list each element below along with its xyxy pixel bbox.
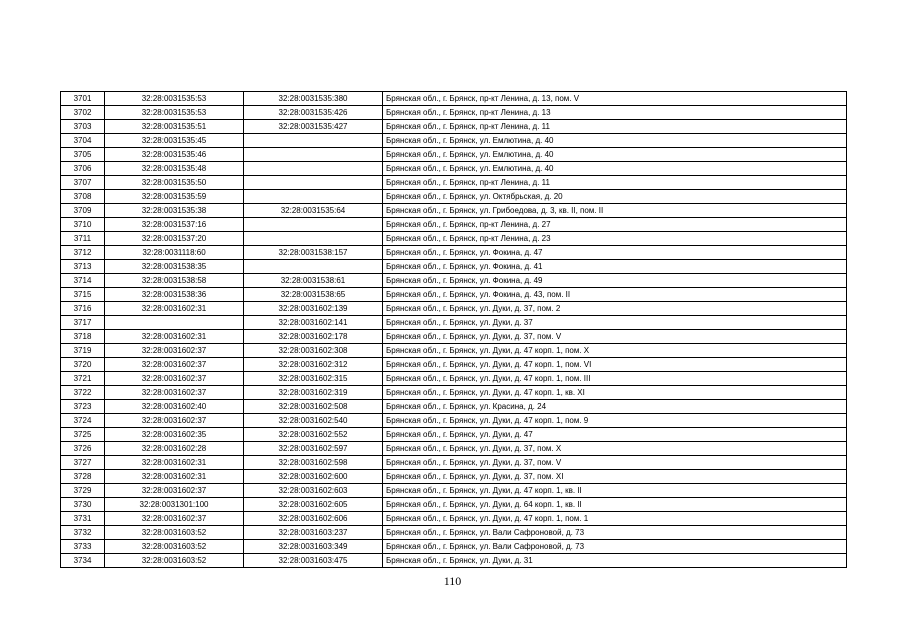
table-body	[61, 92, 847, 568]
parcel-cadastral-cell: 32:28:0031602:31	[105, 302, 244, 316]
table-row	[61, 288, 847, 302]
address-cell: Брянская обл., г. Брянск, ул. Октябрьская, д. 20	[383, 190, 847, 204]
row-number-cell: 3734	[61, 554, 105, 568]
table-row	[61, 512, 847, 526]
table-row	[61, 442, 847, 456]
parcel-cadastral-cell: 32:28:0031603:52	[105, 540, 244, 554]
address-cell: Брянская обл., г. Брянск, ул. Фокина, д. 41	[383, 260, 847, 274]
table-row	[61, 204, 847, 218]
address-cell: Брянская обл., г. Брянск, ул. Фокина, д. 47	[383, 246, 847, 260]
row-number-cell: 3711	[61, 232, 105, 246]
row-number-cell: 3704	[61, 134, 105, 148]
parcel-cadastral-cell: 32:28:0031535:51	[105, 120, 244, 134]
parcel-cadastral-cell: 32:28:0031301:100	[105, 498, 244, 512]
object-cadastral-cell: 32:28:0031538:65	[244, 288, 383, 302]
row-number-cell: 3727	[61, 456, 105, 470]
table-row	[61, 106, 847, 120]
address-cell: Брянская обл., г. Брянск, пр-кт Ленина, д. 13, пом. V	[383, 92, 847, 106]
table-row	[61, 190, 847, 204]
row-number-cell: 3715	[61, 288, 105, 302]
parcel-cadastral-cell: 32:28:0031118:60	[105, 246, 244, 260]
parcel-cadastral-cell: 32:28:0031602:37	[105, 414, 244, 428]
table-row	[61, 344, 847, 358]
table-row	[61, 302, 847, 316]
object-cadastral-cell: 32:28:0031602:540	[244, 414, 383, 428]
row-number-cell: 3731	[61, 512, 105, 526]
parcel-cadastral-cell: 32:28:0031535:38	[105, 204, 244, 218]
object-cadastral-cell: 32:28:0031538:61	[244, 274, 383, 288]
object-cadastral-cell: 32:28:0031602:178	[244, 330, 383, 344]
row-number-cell: 3714	[61, 274, 105, 288]
parcel-cadastral-cell: 32:28:0031535:45	[105, 134, 244, 148]
parcel-cadastral-cell: 32:28:0031602:37	[105, 344, 244, 358]
address-cell: Брянская обл., г. Брянск, ул. Дуки, д. 37, пом. 2	[383, 302, 847, 316]
parcel-cadastral-cell: 32:28:0031535:46	[105, 148, 244, 162]
parcel-cadastral-cell: 32:28:0031602:35	[105, 428, 244, 442]
parcel-cadastral-cell: 32:28:0031602:40	[105, 400, 244, 414]
parcel-cadastral-cell	[105, 316, 244, 330]
address-cell: Брянская обл., г. Брянск, ул. Дуки, д. 47 корп. 1, пом. X	[383, 344, 847, 358]
object-cadastral-cell: 32:28:0031602:312	[244, 358, 383, 372]
object-cadastral-cell	[244, 134, 383, 148]
address-cell: Брянская обл., г. Брянск, ул. Дуки, д. 37, пом. V	[383, 330, 847, 344]
table-row	[61, 134, 847, 148]
cadastral-table	[60, 91, 847, 568]
object-cadastral-cell	[244, 190, 383, 204]
address-cell: Брянская обл., г. Брянск, ул. Вали Сафроновой, д. 73	[383, 526, 847, 540]
row-number-cell: 3726	[61, 442, 105, 456]
address-cell: Брянская обл., г. Брянск, ул. Красина, д. 24	[383, 400, 847, 414]
table-row	[61, 148, 847, 162]
address-cell: Брянская обл., г. Брянск, ул. Дуки, д. 37, пом. X	[383, 442, 847, 456]
address-cell: Брянская обл., г. Брянск, ул. Дуки, д. 47 корп. 1, пом. 1	[383, 512, 847, 526]
row-number-cell: 3701	[61, 92, 105, 106]
parcel-cadastral-cell: 32:28:0031602:28	[105, 442, 244, 456]
row-number-cell: 3716	[61, 302, 105, 316]
table-row	[61, 260, 847, 274]
parcel-cadastral-cell: 32:28:0031535:53	[105, 106, 244, 120]
parcel-cadastral-cell: 32:28:0031602:37	[105, 358, 244, 372]
page-number: 110	[443, 574, 462, 588]
object-cadastral-cell: 32:28:0031602:319	[244, 386, 383, 400]
object-cadastral-cell: 32:28:0031535:427	[244, 120, 383, 134]
table-row	[61, 176, 847, 190]
object-cadastral-cell: 32:28:0031602:598	[244, 456, 383, 470]
object-cadastral-cell: 32:28:0031538:157	[244, 246, 383, 260]
parcel-cadastral-cell: 32:28:0031602:37	[105, 372, 244, 386]
table-row	[61, 414, 847, 428]
row-number-cell: 3729	[61, 484, 105, 498]
row-number-cell: 3712	[61, 246, 105, 260]
address-cell: Брянская обл., г. Брянск, пр-кт Ленина, д. 11	[383, 176, 847, 190]
row-number-cell: 3710	[61, 218, 105, 232]
address-cell: Брянская обл., г. Брянск, ул. Дуки, д. 47 корп. 1, кв. II	[383, 484, 847, 498]
row-number-cell: 3717	[61, 316, 105, 330]
address-cell: Брянская обл., г. Брянск, ул. Дуки, д. 31	[383, 554, 847, 568]
table-row	[61, 386, 847, 400]
address-cell: Брянская обл., г. Брянск, ул. Емлютина, д. 40	[383, 134, 847, 148]
object-cadastral-cell	[244, 260, 383, 274]
parcel-cadastral-cell: 32:28:0031602:31	[105, 456, 244, 470]
parcel-cadastral-cell: 32:28:0031603:52	[105, 554, 244, 568]
parcel-cadastral-cell: 32:28:0031535:59	[105, 190, 244, 204]
table-row	[61, 540, 847, 554]
address-cell: Брянская обл., г. Брянск, пр-кт Ленина, д. 27	[383, 218, 847, 232]
address-cell: Брянская обл., г. Брянск, ул. Дуки, д. 47 корп. 1, пом. III	[383, 372, 847, 386]
address-cell: Брянская обл., г. Брянск, ул. Фокина, д. 49	[383, 274, 847, 288]
address-cell: Брянская обл., г. Брянск, ул. Дуки, д. 47 корп. 1, пом. VI	[383, 358, 847, 372]
table-row	[61, 554, 847, 568]
object-cadastral-cell: 32:28:0031535:64	[244, 204, 383, 218]
table-row	[61, 246, 847, 260]
parcel-cadastral-cell: 32:28:0031538:58	[105, 274, 244, 288]
row-number-cell: 3706	[61, 162, 105, 176]
object-cadastral-cell: 32:28:0031603:349	[244, 540, 383, 554]
address-cell: Брянская обл., г. Брянск, ул. Дуки, д. 37, пом. XI	[383, 470, 847, 484]
table-row	[61, 456, 847, 470]
table-row	[61, 330, 847, 344]
table-row	[61, 498, 847, 512]
object-cadastral-cell: 32:28:0031602:141	[244, 316, 383, 330]
row-number-cell: 3721	[61, 372, 105, 386]
row-number-cell: 3732	[61, 526, 105, 540]
object-cadastral-cell: 32:28:0031602:315	[244, 372, 383, 386]
address-cell: Брянская обл., г. Брянск, пр-кт Ленина, д. 11	[383, 120, 847, 134]
table-row	[61, 218, 847, 232]
address-cell: Брянская обл., г. Брянск, ул. Дуки, д. 37	[383, 316, 847, 330]
address-cell: Брянская обл., г. Брянск, ул. Фокина, д. 43, пом. II	[383, 288, 847, 302]
table-row	[61, 358, 847, 372]
row-number-cell: 3724	[61, 414, 105, 428]
object-cadastral-cell: 32:28:0031603:237	[244, 526, 383, 540]
object-cadastral-cell: 32:28:0031535:426	[244, 106, 383, 120]
row-number-cell: 3719	[61, 344, 105, 358]
parcel-cadastral-cell: 32:28:0031537:16	[105, 218, 244, 232]
row-number-cell: 3709	[61, 204, 105, 218]
parcel-cadastral-cell: 32:28:0031537:20	[105, 232, 244, 246]
object-cadastral-cell: 32:28:0031602:606	[244, 512, 383, 526]
object-cadastral-cell	[244, 176, 383, 190]
address-cell: Брянская обл., г. Брянск, ул. Дуки, д. 64 корп. 1, кв. II	[383, 498, 847, 512]
row-number-cell: 3723	[61, 400, 105, 414]
row-number-cell: 3708	[61, 190, 105, 204]
object-cadastral-cell: 32:28:0031602:139	[244, 302, 383, 316]
row-number-cell: 3720	[61, 358, 105, 372]
address-cell: Брянская обл., г. Брянск, ул. Дуки, д. 47 корп. 1, пом. 9	[383, 414, 847, 428]
object-cadastral-cell: 32:28:0031603:475	[244, 554, 383, 568]
row-number-cell: 3725	[61, 428, 105, 442]
object-cadastral-cell: 32:28:0031602:508	[244, 400, 383, 414]
row-number-cell: 3733	[61, 540, 105, 554]
address-cell: Брянская обл., г. Брянск, ул. Грибоедова, д. 3, кв. II, пом. II	[383, 204, 847, 218]
object-cadastral-cell: 32:28:0031602:597	[244, 442, 383, 456]
row-number-cell: 3718	[61, 330, 105, 344]
row-number-cell: 3702	[61, 106, 105, 120]
object-cadastral-cell	[244, 232, 383, 246]
table-row	[61, 274, 847, 288]
table-row	[61, 470, 847, 484]
table-row	[61, 372, 847, 386]
table-row	[61, 316, 847, 330]
parcel-cadastral-cell: 32:28:0031602:37	[105, 484, 244, 498]
table-row	[61, 162, 847, 176]
row-number-cell: 3705	[61, 148, 105, 162]
parcel-cadastral-cell: 32:28:0031535:53	[105, 92, 244, 106]
object-cadastral-cell: 32:28:0031535:380	[244, 92, 383, 106]
row-number-cell: 3722	[61, 386, 105, 400]
address-cell: Брянская обл., г. Брянск, ул. Дуки, д. 47	[383, 428, 847, 442]
object-cadastral-cell: 32:28:0031602:552	[244, 428, 383, 442]
parcel-cadastral-cell: 32:28:0031602:37	[105, 512, 244, 526]
table-row	[61, 400, 847, 414]
parcel-cadastral-cell: 32:28:0031602:31	[105, 470, 244, 484]
parcel-cadastral-cell: 32:28:0031538:35	[105, 260, 244, 274]
address-cell: Брянская обл., г. Брянск, пр-кт Ленина, д. 13	[383, 106, 847, 120]
object-cadastral-cell: 32:28:0031602:603	[244, 484, 383, 498]
object-cadastral-cell	[244, 148, 383, 162]
row-number-cell: 3707	[61, 176, 105, 190]
parcel-cadastral-cell: 32:28:0031603:52	[105, 526, 244, 540]
address-cell: Брянская обл., г. Брянск, ул. Дуки, д. 47 корп. 1, кв. XI	[383, 386, 847, 400]
parcel-cadastral-cell: 32:28:0031535:50	[105, 176, 244, 190]
object-cadastral-cell: 32:28:0031602:600	[244, 470, 383, 484]
row-number-cell: 3728	[61, 470, 105, 484]
parcel-cadastral-cell: 32:28:0031538:36	[105, 288, 244, 302]
row-number-cell: 3713	[61, 260, 105, 274]
address-cell: Брянская обл., г. Брянск, ул. Емлютина, д. 40	[383, 162, 847, 176]
table-row	[61, 428, 847, 442]
parcel-cadastral-cell: 32:28:0031602:37	[105, 386, 244, 400]
object-cadastral-cell	[244, 218, 383, 232]
parcel-cadastral-cell: 32:28:0031602:31	[105, 330, 244, 344]
object-cadastral-cell	[244, 162, 383, 176]
object-cadastral-cell: 32:28:0031602:605	[244, 498, 383, 512]
object-cadastral-cell: 32:28:0031602:308	[244, 344, 383, 358]
table-row	[61, 92, 847, 106]
address-cell: Брянская обл., г. Брянск, ул. Емлютина, д. 40	[383, 148, 847, 162]
table-row	[61, 526, 847, 540]
row-number-cell: 3730	[61, 498, 105, 512]
row-number-cell: 3703	[61, 120, 105, 134]
table-row	[61, 120, 847, 134]
address-cell: Брянская обл., г. Брянск, пр-кт Ленина, д. 23	[383, 232, 847, 246]
table-row	[61, 484, 847, 498]
address-cell: Брянская обл., г. Брянск, ул. Дуки, д. 37, пом. V	[383, 456, 847, 470]
parcel-cadastral-cell: 32:28:0031535:48	[105, 162, 244, 176]
table-row	[61, 232, 847, 246]
address-cell: Брянская обл., г. Брянск, ул. Вали Сафроновой, д. 73	[383, 540, 847, 554]
